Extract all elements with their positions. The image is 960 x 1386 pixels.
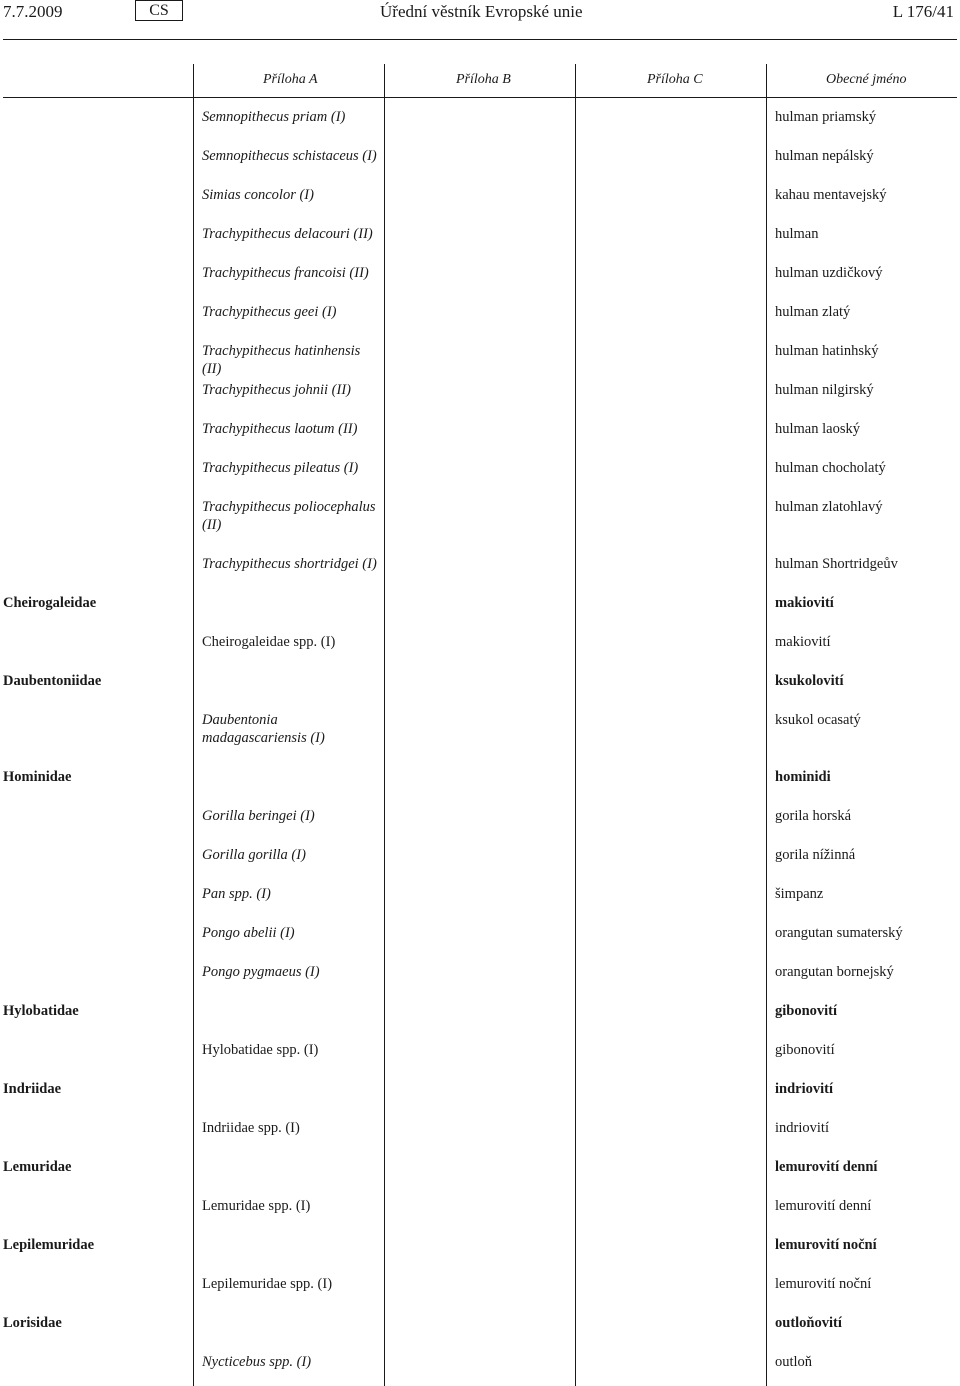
- species-row: [0, 838, 960, 877]
- species-row: [0, 217, 960, 256]
- species-name: Indriidae spp. (I): [202, 1120, 300, 1136]
- species-name: Gorilla gorilla (I): [202, 847, 306, 863]
- family-row: [0, 994, 960, 1033]
- species-name: Semnopithecus priam (I): [202, 109, 346, 125]
- species-row: [0, 877, 960, 916]
- language-badge: CS: [135, 0, 183, 21]
- family-row: [0, 760, 960, 799]
- column-header-annex-a: Příloha A: [263, 72, 318, 87]
- family-name: Daubentoniidae: [3, 673, 102, 689]
- species-row: [0, 334, 960, 377]
- common-name: hulman nepálský: [775, 148, 874, 164]
- family-name: Lepilemuridae: [3, 1237, 95, 1253]
- column-headers: [0, 64, 960, 98]
- family-row: [0, 1150, 960, 1189]
- family-row: [0, 1228, 960, 1267]
- common-name: ksukol ocasatý: [775, 712, 861, 728]
- common-name: gibonovití: [775, 1042, 835, 1058]
- common-name: makiovití: [775, 634, 831, 650]
- common-name: orangutan bornejský: [775, 964, 894, 980]
- family-row: [0, 1306, 960, 1345]
- common-name: hulman zlatohlavý: [775, 499, 883, 515]
- common-name: lemurovití noční: [775, 1276, 872, 1292]
- common-name: gibonovití: [775, 1003, 838, 1019]
- species-name: Trachypithecus shortridgei (I): [202, 556, 377, 572]
- common-name: gorila horská: [775, 808, 852, 824]
- family-row: [0, 664, 960, 703]
- species-name: Pan spp. (I): [202, 886, 271, 902]
- common-name: kahau mentavejský: [775, 187, 887, 203]
- family-name: Indriidae: [3, 1081, 62, 1097]
- publication-date: 7.7.2009: [3, 2, 63, 21]
- species-row: [0, 412, 960, 451]
- common-name: hulman nilgirský: [775, 382, 874, 398]
- common-name: hulman Shortridgeův: [775, 556, 898, 572]
- species-name: Daubentonia madagascariensis (I): [202, 712, 325, 746]
- species-name: Pongo abelii (I): [202, 925, 295, 941]
- species-name: Gorilla beringei (I): [202, 808, 315, 824]
- family-name: Lorisidae: [3, 1315, 62, 1331]
- species-row: [0, 178, 960, 217]
- species-row: [0, 373, 960, 412]
- common-name: lemurovití denní: [775, 1198, 872, 1214]
- species-name: Trachypithecus geei (I): [202, 304, 337, 320]
- species-name: Lepilemuridae spp. (I): [202, 1276, 333, 1292]
- common-name: indriovití: [775, 1081, 834, 1097]
- journal-header: [0, 0, 960, 26]
- species-row: [0, 625, 960, 664]
- species-name: Semnopithecus schistaceus (I): [202, 148, 377, 164]
- species-name: Trachypithecus johnii (II): [202, 382, 352, 398]
- common-name: indriovití: [775, 1120, 829, 1136]
- species-name: Trachypithecus francoisi (II): [202, 265, 369, 281]
- species-name: Trachypithecus pileatus (I): [202, 460, 359, 476]
- common-name: hulman zlatý: [775, 304, 851, 320]
- family-name: Hominidae: [3, 769, 72, 785]
- species-name: Trachypithecus hatinhensis (II): [202, 343, 361, 377]
- family-name: Hylobatidae: [3, 1003, 79, 1019]
- common-name: hulman laoský: [775, 421, 860, 437]
- species-name: Hylobatidae spp. (I): [202, 1042, 319, 1058]
- species-row: [0, 451, 960, 490]
- species-name: Trachypithecus poliocephalus (II): [202, 499, 376, 533]
- common-name: hulman chocholatý: [775, 460, 886, 476]
- common-name: outloňovití: [775, 1315, 842, 1331]
- species-row: [0, 490, 960, 547]
- species-name: Simias concolor (I): [202, 187, 314, 203]
- family-row: [0, 586, 960, 625]
- common-name: hulman hatinhský: [775, 343, 879, 359]
- header-rule: [3, 39, 957, 40]
- common-name: ksukolovití: [775, 673, 844, 689]
- species-name: Trachypithecus laotum (II): [202, 421, 358, 437]
- common-name: hominidi: [775, 769, 831, 785]
- species-row: [0, 916, 960, 955]
- species-row: [0, 1111, 960, 1150]
- species-row: [0, 100, 960, 139]
- species-row: [0, 295, 960, 334]
- common-name: lemurovití noční: [775, 1237, 877, 1253]
- species-name: Lemuridae spp. (I): [202, 1198, 311, 1214]
- family-name: Cheirogaleidae: [3, 595, 97, 611]
- common-name: hulman: [775, 226, 819, 242]
- common-name: hulman priamský: [775, 109, 877, 125]
- species-row: [0, 1189, 960, 1228]
- common-name: hulman uzdičkový: [775, 265, 883, 281]
- common-name: lemurovití denní: [775, 1159, 878, 1175]
- species-name: Trachypithecus delacouri (II): [202, 226, 373, 242]
- column-header-annex-b: Příloha B: [456, 72, 511, 87]
- family-name: Lemuridae: [3, 1159, 72, 1175]
- species-row: [0, 799, 960, 838]
- common-name: outloň: [775, 1354, 813, 1370]
- species-row: [0, 256, 960, 295]
- species-row: [0, 1267, 960, 1306]
- column-header-common-name: Obecné jméno: [826, 72, 907, 87]
- species-row: [0, 955, 960, 994]
- common-name: makiovití: [775, 595, 834, 611]
- species-row: [0, 703, 960, 760]
- species-row: [0, 139, 960, 178]
- common-name: šimpanz: [775, 886, 824, 902]
- column-header-annex-c: Příloha C: [647, 72, 703, 87]
- species-row: [0, 1033, 960, 1072]
- common-name: gorila nížinná: [775, 847, 856, 863]
- species-row: [0, 1345, 960, 1384]
- page-number: L 176/41: [892, 2, 954, 21]
- journal-title: Úřední věstník Evropské unie: [380, 2, 583, 21]
- species-name: Pongo pygmaeus (I): [202, 964, 320, 980]
- species-row: [0, 547, 960, 586]
- common-name: orangutan sumaterský: [775, 925, 903, 941]
- species-name: Cheirogaleidae spp. (I): [202, 634, 336, 650]
- column-header-rule: [3, 97, 957, 98]
- family-row: [0, 1072, 960, 1111]
- species-name: Nycticebus spp. (I): [202, 1354, 312, 1370]
